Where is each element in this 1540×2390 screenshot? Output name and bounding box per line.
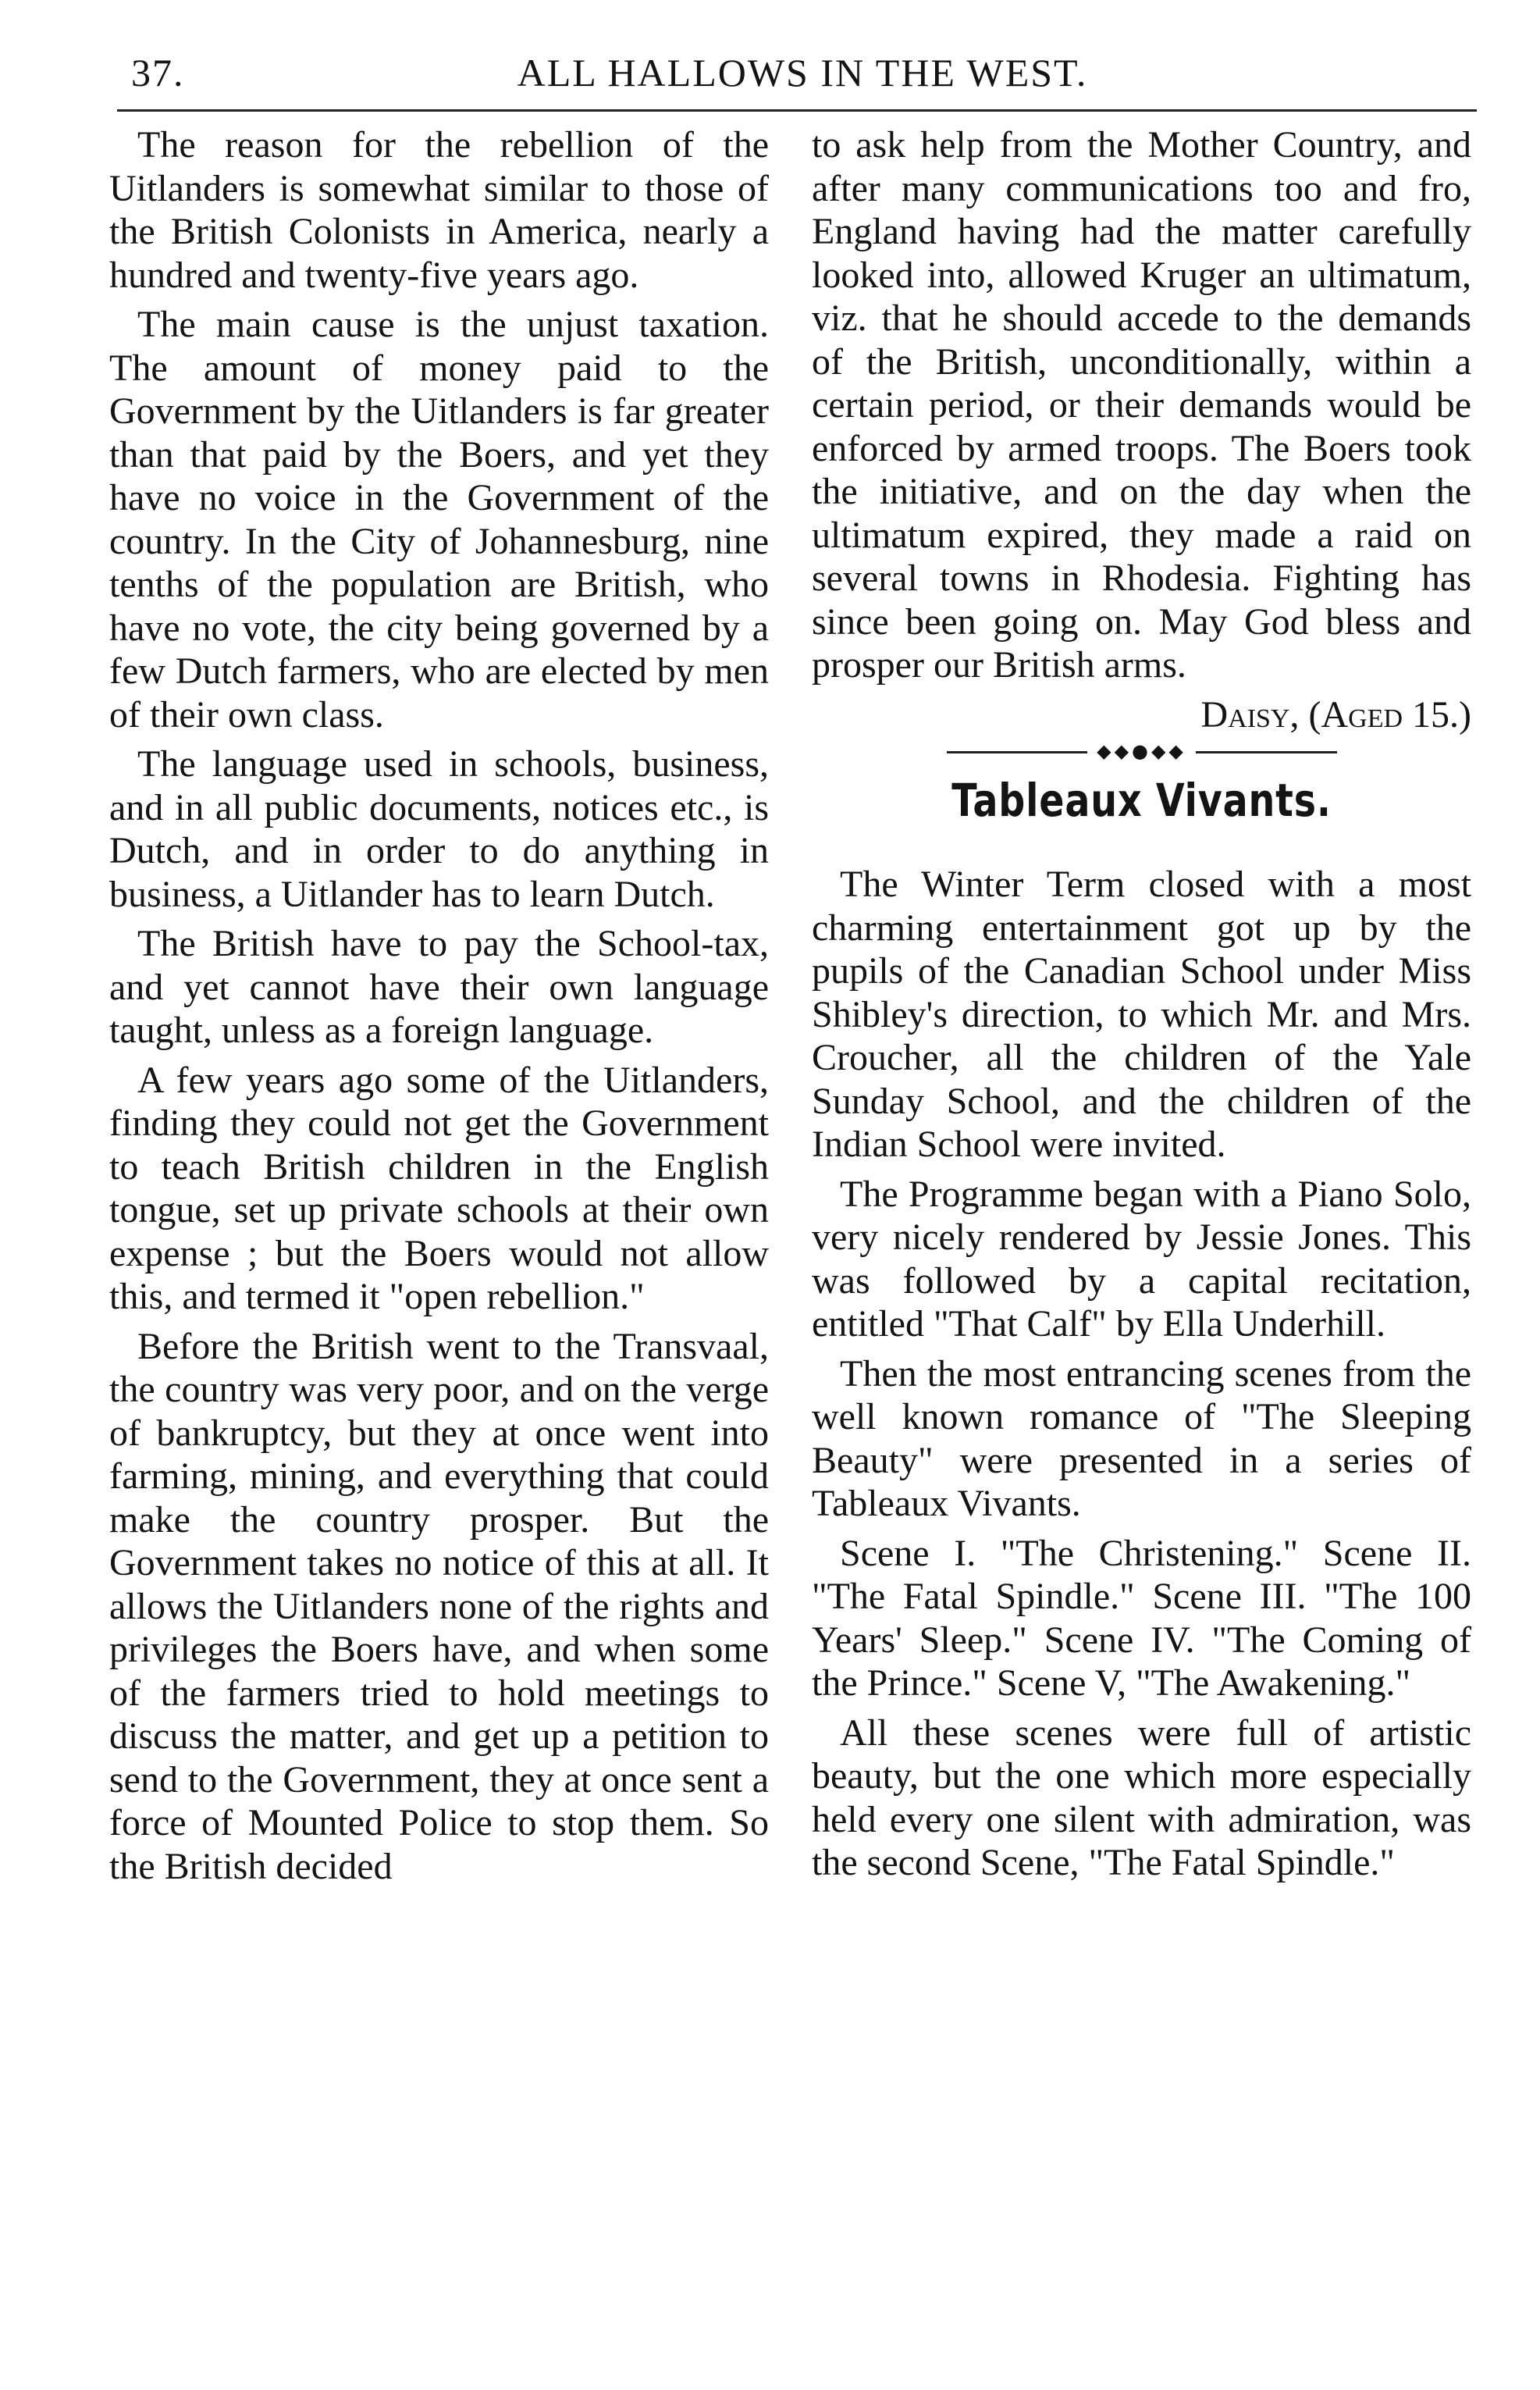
paragraph: All these scenes were full of artistic beauty, but the one which more especially held every one silent with admiration, was the second Scene, "The Fatal Spindle." xyxy=(812,1711,1471,1883)
paragraph: The British have to pay the School-tax, and yet cannot have their own language taught, unless as a foreign language. xyxy=(109,923,769,1051)
paragraph: Scene I. "The Christening." Scene II. "The Fatal Spindle." Scene III. "The 100 Years' Sleep." Scene IV. "The Coming of the Prince." Scene V, "The Awakening." xyxy=(812,1532,1471,1704)
paragraph: The Programme began with a Piano Solo, very nicely rendered by Jessie Jones. This was followed by a capital recitation, entitled "That Calf" by Ella Underhill. xyxy=(812,1173,1471,1345)
page-header xyxy=(131,45,1474,102)
paragraph: The reason for the rebellion of the Uitlanders is somewhat similar to those of the British Colonists in America, nearly a hundred and twenty-five years ago. xyxy=(109,124,769,296)
paragraph: Then the most entrancing scenes from the well known romance of "The Sleeping Beauty" were presented in a series of Tableaux Vivants. xyxy=(812,1352,1471,1524)
paragraph-continuation: to ask help from the Mother Country, and after many communications too and fro, England having had the matter carefully looked into, allowed Kruger an ultimatum, viz. that he should accede to the demands of the British, unconditionally, within a certain period, or their demands would be enforced by armed troops. The Boers took the initiative, and on the day when the ultimatum expired, they made a raid on several towns in Rhodesia. Fighting has since been going on. May God bless and prosper our British arms. xyxy=(812,124,1471,686)
author-signature: Daisy, (Aged 15.) xyxy=(1200,693,1471,736)
paragraph: The Winter Term closed with a most charming entertainment got up by the pupils of the Canadian School under Miss Shibley's direction, to which Mr. and Mrs. Croucher, all the children of the Yale Sunday School, and the children of the Indian School were invited. xyxy=(812,864,1471,1165)
right-column xyxy=(812,123,1471,1891)
decorative-rule-ornament-icon: ◆◆●◆◆ xyxy=(947,744,1337,760)
paragraph: The language used in schools, business, and in all public documents, notices etc., is Dutch, and in order to do anything in business, a Uitlander has to learn Dutch. xyxy=(109,743,769,915)
header-rule xyxy=(117,109,1477,112)
paragraph: A few years ago some of the Uitlanders, finding they could not get the Government to teach British children in the English tongue, set up private schools at their own expense ; but the Boers would not allow this, and termed it "open rebellion." xyxy=(109,1059,769,1317)
paragraph: Before the British went to the Transvaal, the country was very poor, and on the verge of bankruptcy, but they at once went into farming, mining, and everything that could make the country prosper. But the Government takes no notice of this at all. It allows the Uitlanders none of the rights and privileges the Boers have, and when some of the farmers tried to hold meetings to discuss the matter, and get up a petition to send to the Government, they at once sent a force of Mounted Police to stop them. So the British decided xyxy=(109,1325,769,1887)
section-title: Tableaux Vivants. xyxy=(951,774,1332,827)
running-title: ALL HALLOWS IN THE WEST. xyxy=(517,51,1088,94)
left-column xyxy=(109,123,769,1894)
paragraph: The main cause is the unjust taxation. The amount of money paid to the Government by the Uitlanders is far greater than that paid by the Boers, and yet they have no voice in the Government of the country. In the City of Johannesburg, nine tenths of the population are British, who have no vote, the city being governed by a few Dutch farmers, who are elected by men of their own class. xyxy=(109,304,769,736)
page-number: 37. xyxy=(131,51,185,94)
